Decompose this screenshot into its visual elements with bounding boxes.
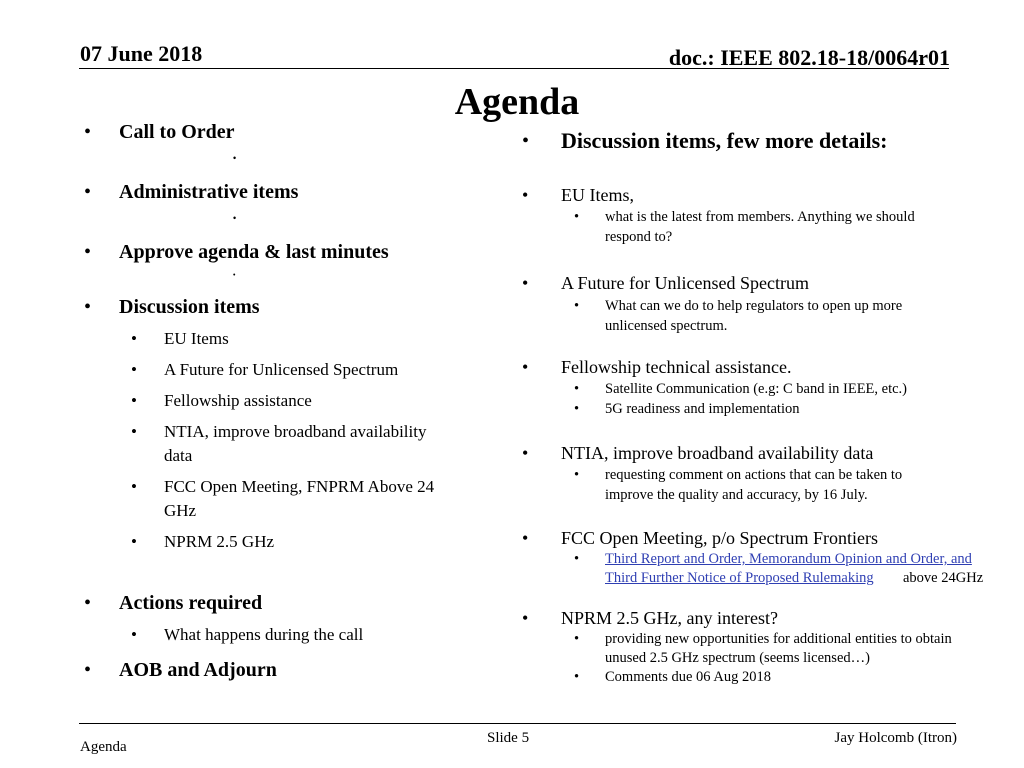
agenda-item-discussion: Discussion items: [119, 296, 260, 318]
agenda-item-call-to-order: Call to Order: [119, 121, 235, 143]
bullet: •: [84, 121, 92, 143]
footer-left-label: Agenda: [80, 739, 127, 755]
fcc-report-link-line1[interactable]: Third Report and Order, Memorandum Opinion and Order, and: [605, 551, 972, 567]
bullet: •: [84, 241, 92, 263]
subitem-fcc-line2: GHz: [164, 501, 197, 520]
bullet: •: [84, 181, 92, 203]
detail-nprm-line1: providing new opportunities for additional entities to obtain: [605, 631, 952, 647]
section-title-fellowship: Fellowship technical assistance.: [561, 357, 792, 377]
subitem-call: What happens during the call: [164, 625, 364, 644]
subitem-nprm: NPRM 2.5 GHz: [164, 532, 275, 551]
sub-dot: •: [233, 153, 237, 163]
bullet: •: [522, 273, 529, 293]
sub-dot: •: [233, 271, 236, 279]
detail-unlicensed-line1: What can we do to help regulators to open up more: [605, 298, 903, 314]
bullet: •: [574, 298, 580, 314]
agenda-item-administrative: Administrative items: [119, 181, 299, 203]
bullet: •: [522, 443, 529, 463]
bullet: •: [84, 592, 92, 614]
detail-fellowship-5g: 5G readiness and implementation: [605, 401, 800, 417]
detail-ntia-line2: improve the quality and accuracy, by 16 July.: [605, 487, 868, 503]
bullet: •: [522, 528, 529, 548]
bullet: •: [84, 296, 92, 318]
detail-fellowship-satellite: Satellite Communication (e.g: C band in IEEE, etc.): [605, 381, 908, 397]
sub-dot: •: [233, 213, 237, 223]
bullet: •: [131, 625, 137, 644]
detail-nprm-line2: unused 2.5 GHz spectrum (seems licensed…): [605, 650, 870, 666]
section-title-nprm: NPRM 2.5 GHz, any interest?: [561, 608, 778, 628]
header-rule: [79, 68, 949, 69]
subitem-unlicensed-spectrum: A Future for Unlicensed Spectrum: [164, 360, 399, 379]
detail-unlicensed-line2: unlicensed spectrum.: [605, 318, 728, 334]
subitem-eu-items: EU Items: [164, 329, 229, 348]
bullet: •: [131, 360, 137, 379]
slide-title: Agenda: [454, 81, 580, 123]
bullet: •: [522, 608, 529, 628]
detail-eu-line1: what is the latest from members. Anything we should: [605, 209, 915, 225]
subitem-fcc-line1: FCC Open Meeting, FNPRM Above 24: [164, 477, 435, 496]
bullet: •: [522, 130, 530, 152]
bullet: •: [574, 669, 580, 685]
bullet: •: [574, 631, 580, 647]
header-doc-id: doc.: IEEE 802.18-18/0064r01: [668, 45, 950, 70]
bullet: •: [84, 659, 92, 681]
detail-eu-line2: respond to?: [605, 229, 673, 245]
bullet: •: [131, 422, 137, 441]
bullet: •: [131, 477, 137, 496]
section-title-unlicensed: A Future for Unlicensed Spectrum: [561, 273, 809, 293]
slide-number: Slide 5: [487, 730, 530, 746]
bullet: •: [574, 401, 580, 417]
detail-ntia-line1: requesting comment on actions that can be taken to: [605, 467, 903, 483]
subitem-ntia-line2: data: [164, 446, 193, 465]
section-title-ntia: NTIA, improve broadband availability data: [561, 443, 874, 463]
bullet: •: [574, 209, 580, 225]
section-title-fcc: FCC Open Meeting, p/o Spectrum Frontiers: [561, 528, 878, 548]
agenda-item-aob: AOB and Adjourn: [119, 659, 277, 681]
bullet: •: [522, 357, 529, 377]
detail-fcc-suffix: above 24GHz: [903, 570, 984, 586]
bullet: •: [574, 467, 580, 483]
footer-rule: [79, 723, 956, 724]
detail-nprm-comments: Comments due 06 Aug 2018: [605, 669, 771, 685]
fcc-report-link-line2[interactable]: Third Further Notice of Proposed Rulemaking: [605, 570, 874, 586]
agenda-item-actions: Actions required: [119, 592, 263, 614]
bullet: •: [131, 329, 137, 348]
bullet: •: [131, 391, 137, 410]
details-heading: Discussion items, few more details:: [561, 128, 888, 153]
subitem-fellowship: Fellowship assistance: [164, 391, 312, 410]
bullet: •: [522, 185, 529, 205]
subitem-ntia-line1: NTIA, improve broadband availability: [164, 422, 427, 441]
bullet: •: [574, 551, 580, 567]
bullet: •: [131, 532, 137, 551]
bullet: •: [574, 381, 580, 397]
footer-author: Jay Holcomb (Itron): [834, 730, 957, 746]
section-title-eu: EU Items,: [561, 185, 634, 205]
header-date: 07 June 2018: [80, 41, 203, 66]
agenda-item-approve-agenda: Approve agenda & last minutes: [119, 241, 389, 263]
